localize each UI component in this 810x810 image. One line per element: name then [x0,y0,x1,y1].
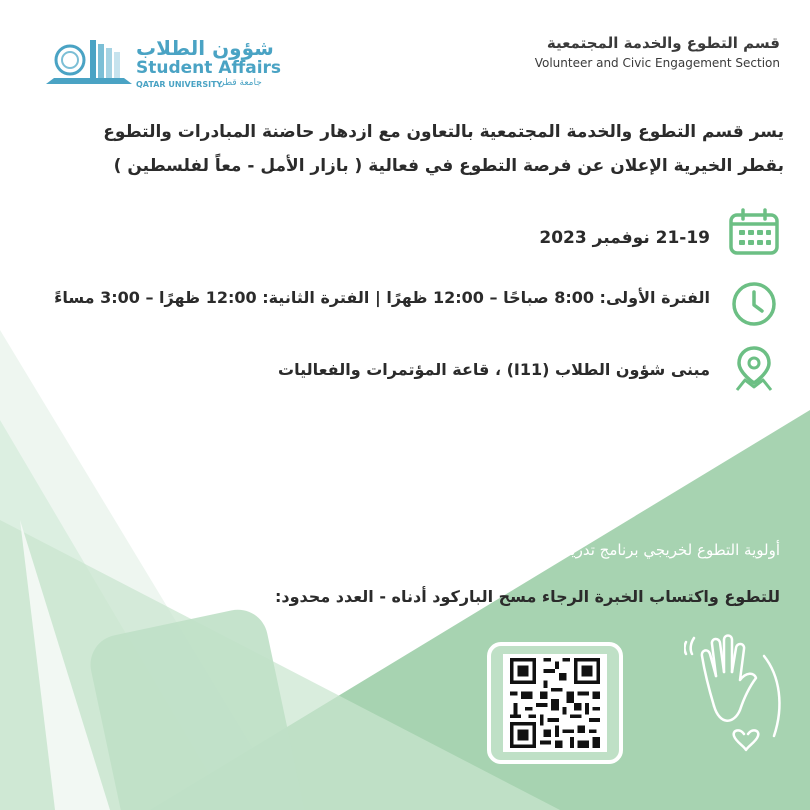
announcement-line-1: يسر قسم التطوع والخدمة المجتمعية بالتعاون مع ازدهار حاضنة المبادرات والتطوع [103,122,784,142]
section-title-en: Volunteer and Civic Engagement Section [534,56,780,70]
location-pin-icon [734,345,774,393]
event-time: الفترة الأولى: 8:00 صباحًا – 12:00 ظهرًا | الفترة الثانية: 12:00 ظهرًا – 3:00 مساءً [54,288,710,307]
event-location: مبنى شؤون الطلاب (I11) ، قاعة المؤتمرات والفعاليات [278,360,710,379]
qr-code-frame [487,642,623,764]
logo-english: Student Affairs [136,58,282,78]
scan-instruction: للتطوع واكتساب الخبرة الرجاء مسح الباركود أدناه - العدد محدود: [274,587,780,606]
section-title-ar: قسم التطوع والخدمة المجتمعية [546,34,780,52]
logo-subtitle-ar: جامعة قطر [220,78,262,88]
clock-icon [731,281,777,327]
waving-hand-icon [684,626,802,756]
event-date: 21-19 نوفمبر 2023 [539,228,710,248]
qr-code-image [503,654,607,752]
calendar-icon [728,208,780,256]
announcement-line-2: بقطر الخيرية الإعلان عن فرصة التطوع في فعالية ( بازار الأمل - معاً لفلسطين ) [113,156,784,176]
logo-subtitle-en: QATAR UNIVERSITY [136,80,223,89]
priority-note: أولوية التطوع لخريجي برنامج تدريب المتطوعين [485,541,780,559]
logo-arabic: شؤون الطلاب [136,36,274,60]
qr-code[interactable] [503,654,607,752]
qatar-university-logo-icon [44,38,134,88]
